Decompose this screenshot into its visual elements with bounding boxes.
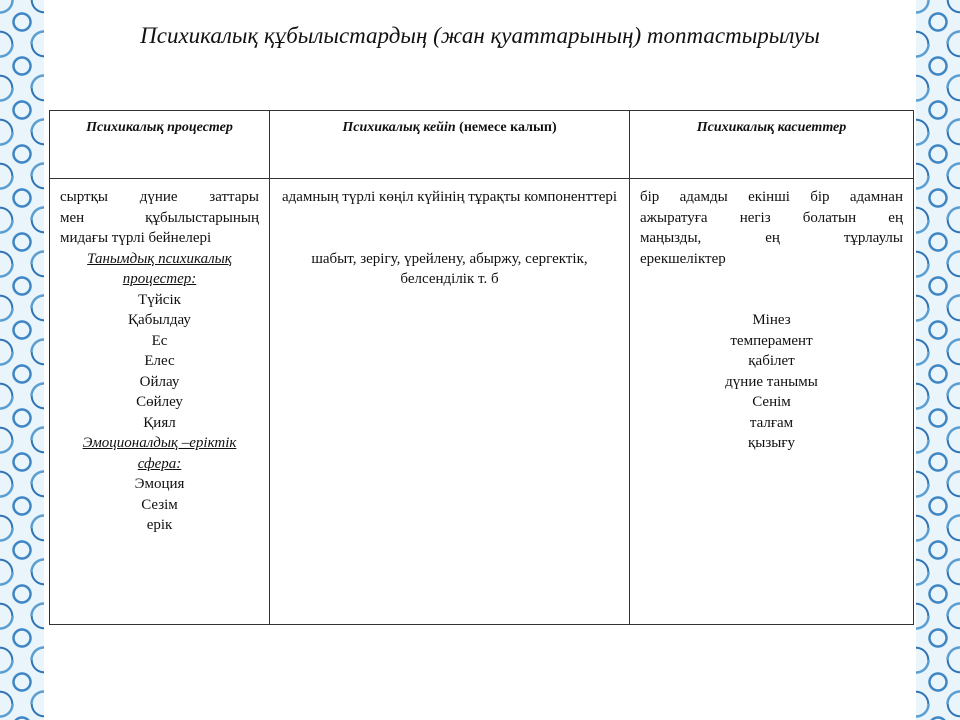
- list-item: ерік: [146, 517, 173, 533]
- properties-definition-line: маңызды, ең тұрлаулы: [640, 230, 903, 246]
- properties-definition-line: бір адамды екінші бір адамнан: [640, 189, 903, 205]
- header-psychic-state: [270, 111, 630, 179]
- list-item: темперамент: [730, 332, 813, 349]
- list-item: қабілет: [748, 353, 795, 369]
- processes-definition-line: сыртқы дүние заттары: [60, 189, 259, 205]
- cell-psychic-processes: [50, 179, 270, 625]
- header-psychic-properties-label: Психикалық касиеттер: [696, 120, 847, 135]
- list-item: Мінез: [752, 312, 791, 328]
- list-item: Эмоция: [134, 476, 185, 492]
- list-item: Қиял: [143, 414, 176, 431]
- emotional-volitional-heading: Эмоционалдық –еріктік сфера:: [82, 435, 237, 472]
- list-item: Ес: [151, 332, 168, 349]
- table-body-row: [50, 179, 914, 625]
- ornament-border-left: [0, 0, 44, 720]
- table-header-row: [50, 111, 914, 179]
- header-psychic-processes: [50, 111, 270, 179]
- header-psychic-state-note: (немесе калып): [455, 120, 557, 135]
- list-item: дүние танымы: [725, 373, 818, 390]
- list-item: Түйсік: [138, 291, 181, 308]
- list-item: Елес: [144, 353, 175, 369]
- list-item: талғам: [749, 414, 794, 431]
- list-item: Сөйлеу: [136, 394, 183, 410]
- header-psychic-properties: [630, 111, 914, 179]
- ornament-border-right: [916, 0, 960, 720]
- slide-title: Психикалық құбылыстардың (жан қуаттарының) топтастырылуы: [140, 23, 820, 48]
- list-item: Қабылдау: [128, 312, 191, 328]
- properties-definition-line: ерекшеліктер: [640, 250, 726, 267]
- processes-definition-line: мидағы түрлі бейнелері: [60, 230, 212, 246]
- list-item: Сенім: [752, 394, 791, 410]
- list-item: қызығу: [747, 435, 796, 451]
- header-psychic-processes-label: Психикалық процестер: [86, 120, 233, 135]
- list-item: Сезім: [141, 496, 178, 513]
- cell-psychic-properties: [630, 179, 914, 625]
- psychic-phenomena-table: [49, 110, 914, 625]
- cognitive-processes-heading: Танымдық психикалық процестер:: [87, 250, 232, 287]
- list-item: Ойлау: [139, 373, 180, 390]
- cell-psychic-state: [270, 179, 630, 625]
- state-examples: шабыт, зерігу, үрейлену, абыржу, сергектік, белсенділік т. б: [311, 250, 588, 287]
- header-psychic-state-label: Психикалық кейіп: [342, 120, 456, 135]
- processes-definition-line: мен құбылыстарының: [60, 209, 259, 226]
- state-definition: адамның түрлі көңіл күйінің тұрақты компоненттері: [281, 189, 618, 205]
- properties-definition-line: ажыратуға негіз болатын ең: [640, 209, 903, 226]
